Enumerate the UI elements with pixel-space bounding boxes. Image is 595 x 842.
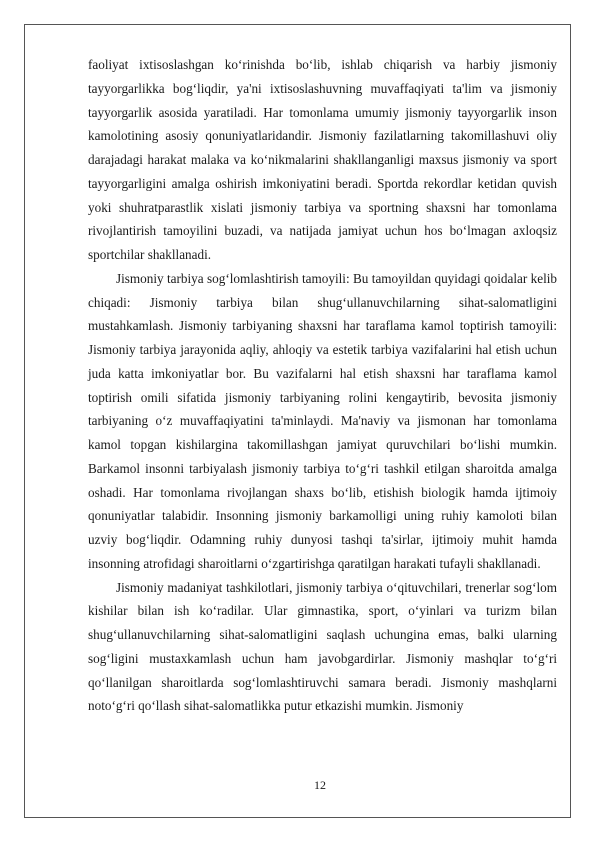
page-number: 12 — [314, 778, 326, 792]
paragraph-1: faoliyat ixtisoslashgan ko‘rinishda bo‘lib, ishlab chiqarish va harbiy jismoniy tayyorgarlikka bog‘liqdir, ya'ni ixtisoslashuvning muvaffaqiyati ta'lim va jismoniy tayyorgarlik asosida yaratiladi. Har tomonlama umumiy jismoniy tayyorgarlik inson kamolotining asosiy qonuniyatlaridandir. Jismoniy fazilatlarning takomillashuvi oliy darajadagi harakat malaka va ko‘nikmalarini shakllanganligi maxsus jismoniy va sport tayyorgarligini amalga oshirish imkoniyatini beradi. Sportda rekordlar ketidan quvish yoki shuhratparastlik xislati jismoniy tarbiya va sportning shaxsni har tomonlama rivojlantirish tamoyilini buzadi, va natijada jamiyat uchun hos bo‘lmagan axloqsiz sportchilar shakllanadi. — [88, 57, 557, 262]
paragraph-2: Jismoniy tarbiya sog‘lomlashtirish tamoyili: Bu tamoyildan quyidagi qoidalar kelib chiqadi: Jismoniy tarbiya bilan shug‘ullanuvchilarning sihat-salomatligini mustahkamlash. Jismoniy tarbiyaning shaxsni har taraflama kamol toptirish tamoyili: Jismoniy tarbiya jarayonida aqliy, ahloqiy va estetik tarbiya vazifalarini hal etish uchun juda katta imkoniyatlar bor. Bu vazifalarni hal etish shaxsni har taraflama kamol toptirish omili sifatida jismoniy tarbiyaning rolini kengaytirib, bevosita jismoniy tarbiyaning o‘z muvaffaqiyatini ta'minlaydi. Ma'naviy va jismonan har tomonlama kamol topgan kishilargina takomillashgan jamiyat quruvchilari bo‘lishi mumkin. Barkamol insonni tarbiyalash jismoniy tarbiya to‘g‘ri tashkil etilgan sharoitda amalga oshadi. Har tomonlama rivojlangan shaxs bo‘lib, etishish biologik hamda ijtimoiy qonuniyatlar talabidir. Insonning jismoniy barkamolligi uning ruhiy kamoloti bilan uzviy bog‘liqdir. Odamning ruhiy dunyosi tashqi ta'sirlar, ijtimoiy muhit hamda insonning atrofidagi sharoitlarni o‘zgartirishga qaratilgan harakati tufayli shakllanadi. — [88, 270, 557, 571]
document-body — [88, 53, 557, 718]
paragraph-3: Jismoniy madaniyat tashkilotlari, jismoniy tarbiya o‘qituvchilari, trenerlar sog‘lom kishilar bilan ish ko‘radilar. Ular gimnastika, sport, o‘yinlari va turizm bilan shug‘ullanuvchilarning sihat-salomatligini saqlash uchungina emas, balki ularning sog‘ligini mustaxkamlash uchun ham javobgardirlar. Jismoniy mashqlar to‘g‘ri qo‘llanilgan sharoitlarda sog‘lomlashtiruvchi samara beradi. Jismoniy mashqlarni noto‘g‘ri qo‘llash sihat-salomatlikka putur etkazishi mumkin. Jismoniy — [88, 579, 557, 714]
